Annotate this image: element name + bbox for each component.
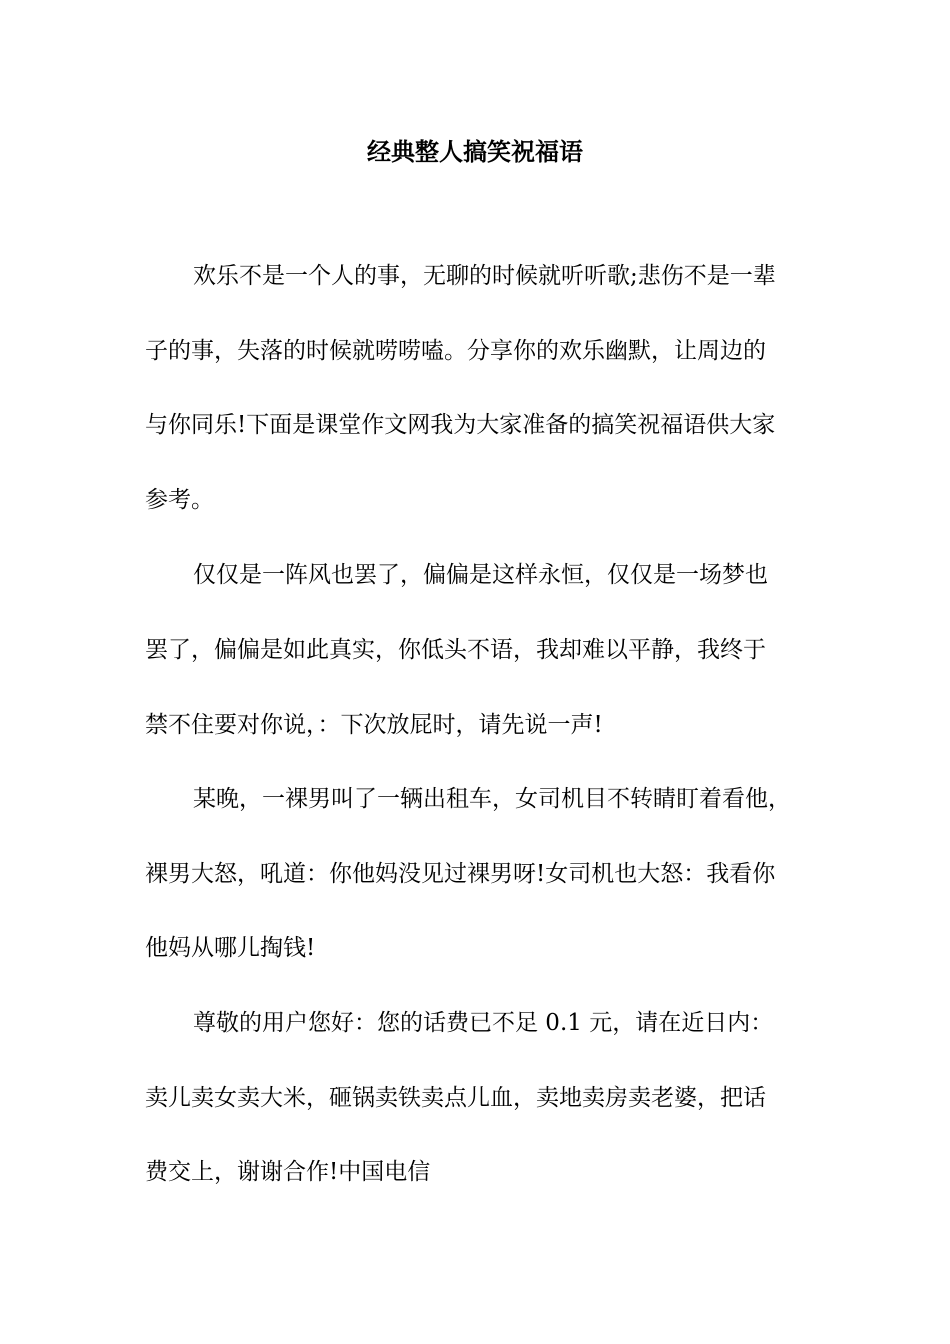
paragraph-3-line-2: 裸男大怒，吼道：你他妈没见过裸男呀!女司机也大怒：我看你	[145, 861, 776, 887]
paragraph-4-line-1: 尊敬的用户您好：您的话费已不足 0.1 元，请在近日内：	[193, 1010, 774, 1036]
paragraph-1-line-4: 参考。	[145, 487, 214, 513]
paragraph-3-line-1: 某晚，一裸男叫了一辆出租车，女司机目不转睛盯着看他，	[193, 786, 791, 812]
paragraph-1-line-1: 欢乐不是一个人的事，无聊的时候就听听歌;悲伤不是一辈	[193, 263, 776, 289]
paragraph-2-line-3: 禁不住要对你说，：下次放屁时，请先说一声!	[145, 712, 603, 738]
paragraph-1-line-3: 与你同乐!下面是课堂作文网我为大家准备的搞笑祝福语供大家	[145, 412, 776, 438]
paragraph-4-line-3: 费交上，谢谢合作!中国电信	[145, 1159, 431, 1185]
document-title: 经典整人搞笑祝福语	[367, 137, 583, 166]
paragraph-2-line-1: 仅仅是一阵风也罢了，偏偏是这样永恒，仅仅是一场梦也	[193, 562, 768, 588]
paragraph-3-line-3: 他妈从哪儿掏钱!	[145, 935, 316, 961]
paragraph-1-line-2: 子的事，失落的时候就唠唠嗑。分享你的欢乐幽默，让周边的	[145, 338, 766, 364]
paragraph-4-line-2: 卖儿卖女卖大米，砸锅卖铁卖点儿血，卖地卖房卖老婆，把话	[145, 1085, 766, 1111]
paragraph-2-line-2: 罢了，偏偏是如此真实，你低头不语，我却难以平静，我终于	[145, 637, 766, 663]
